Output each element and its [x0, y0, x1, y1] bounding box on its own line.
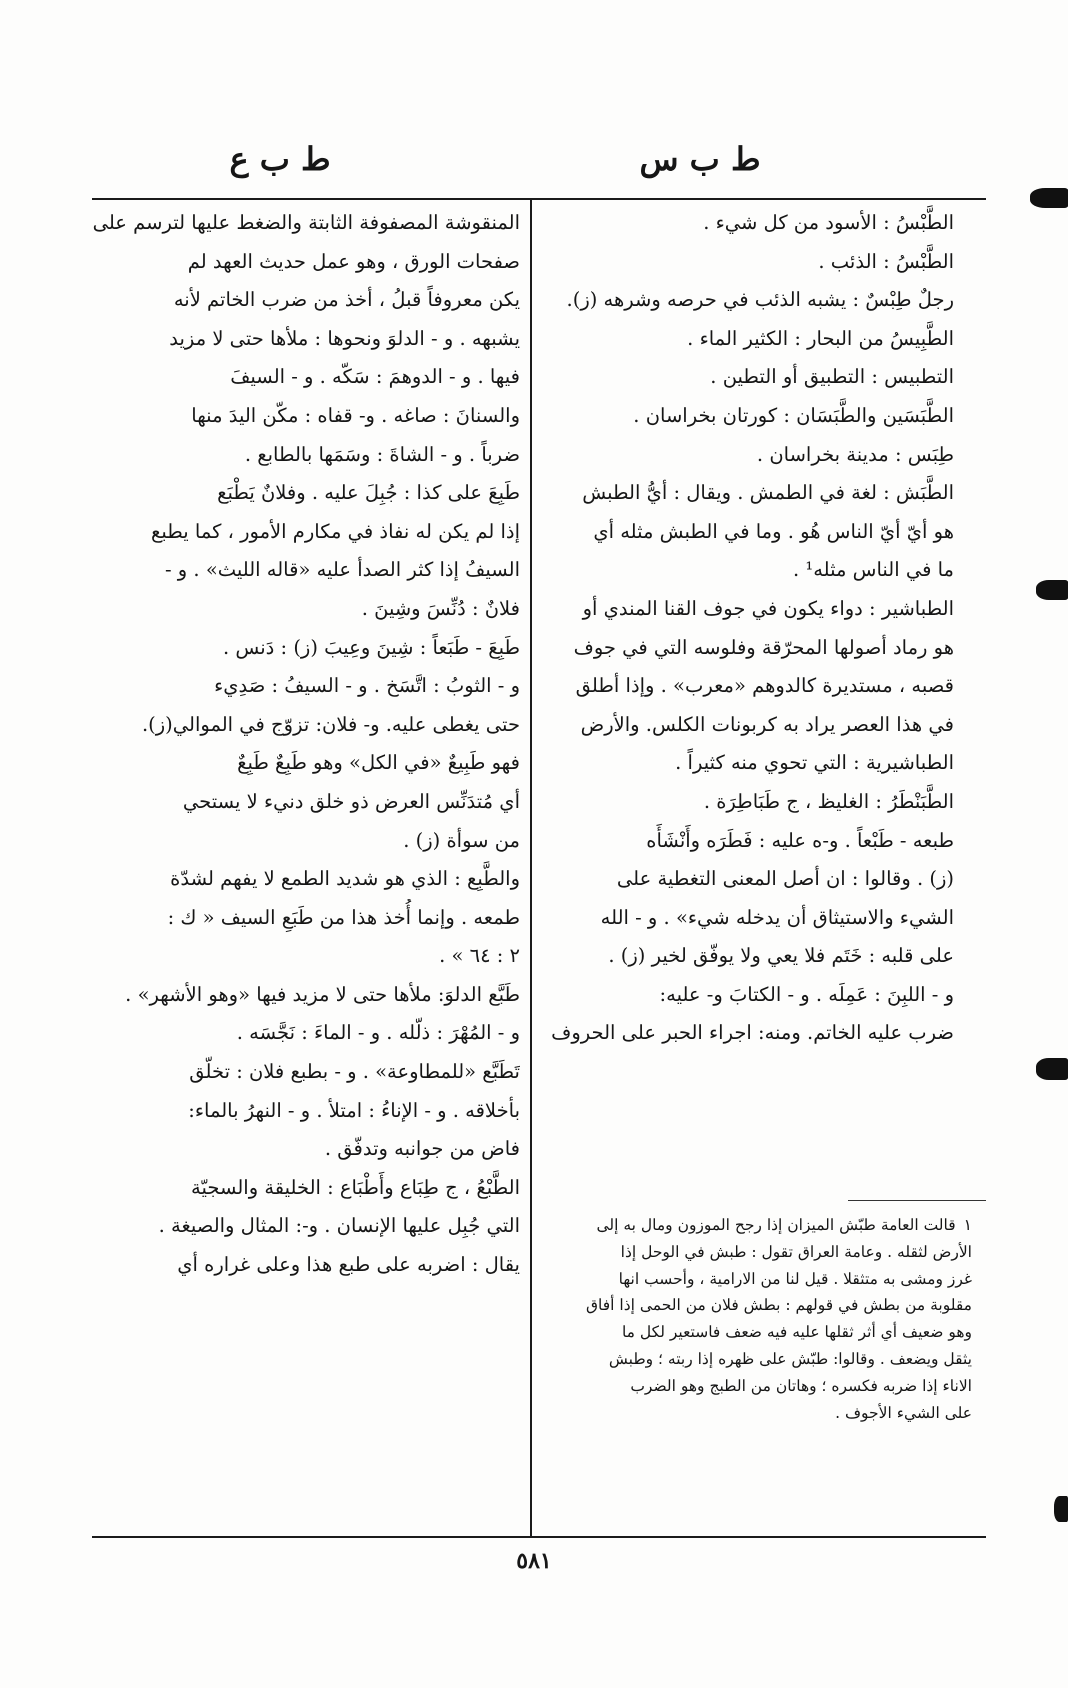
footnote-line — [544, 1319, 972, 1346]
entry-line: يكن معروفاً قبلُ ، أخذ من ضرب الخاتم لأنه — [173, 288, 520, 312]
footnote-text: على الشيء الأجوف . — [835, 1403, 972, 1422]
entry-line: طمعه . وإنما أُخذ هذا من طَبَعِ السيف « ك : — [167, 905, 520, 929]
entry-line: و - الثوبُ : اتَّسَخ . و - السيفُ : صَدِيء — [214, 674, 520, 698]
scan-edge-mark — [1036, 580, 1068, 600]
footnote-text: غرز ومشى به متثقلا . قيل لنا من الارامية ، وأحسب انها — [618, 1269, 972, 1288]
entry-line: التي جُبِل عليها الإنسان . و-: المثال والصيغة . — [158, 1214, 520, 1238]
entry-line: هو أيّ أيّ الناس هُو . وما في الطبش مثله أي — [593, 519, 954, 543]
left-column — [56, 204, 520, 1285]
footnote-text: الأرض لثقله . وعامة العراق تقول : طبش في الوحل إذا — [620, 1242, 972, 1261]
page-number: ٥٨١ — [516, 1548, 552, 1574]
entry-line: في هذا العصر يراد به كربونات الكلس. والأرض — [580, 712, 954, 736]
entry-line: تَطَبَّع «للمطاوعة» . و - بطبع فلان : تخلّق — [189, 1060, 520, 1084]
entry-line: الطَّبِيسُ من البحار : الكثير الماء . — [687, 326, 954, 350]
left-column-heading: ط ب ع — [229, 140, 331, 178]
entry-line: طِبَس : مدينة بخراسان . — [756, 442, 954, 466]
footnote-line — [544, 1346, 972, 1373]
entry-line: فاض من جوانبه وتدفّق . — [324, 1137, 520, 1161]
footnote-marker: ١ — [963, 1216, 972, 1234]
column-divider — [530, 198, 532, 1536]
entry-line: طَبِعَ - طَبَعاً : شِينَ وعِيبَ (ز) : دَنس . — [222, 635, 520, 659]
entry-line: الطَّبَش : لغة في الطمش . ويقال : أيُّ الطبش — [582, 481, 954, 505]
entry-line: ضرباً . و - الشاةَ : وسَمَها بالطابع . — [244, 442, 520, 466]
entry-line: إذا لم يكن له نفاذ في مكارم الأمور ، كما يطبع — [151, 519, 520, 543]
footnote-line — [544, 1239, 972, 1266]
entry-line: الطباشيرية : التي تحوي منه كثيراً . — [675, 751, 954, 775]
footnote-text: يثقل ويضعف . وقالوا: طبّش على ظهره إذا ربته ؛ وطبش — [608, 1349, 972, 1368]
footnote-line — [544, 1212, 972, 1239]
entry-line: الطباشير : دواء يكون في جوف القنا المندي أو — [582, 596, 954, 620]
entry-line: فهو طَبِيعٌ «في الكل» وهو طَبِعٌ طَبِعٌ — [237, 751, 520, 775]
entry-line: ٢ : ٦٤ » . — [439, 944, 520, 968]
entry-line: ما في الناس مثله¹ . — [792, 558, 954, 582]
entry-line: والسنانَ : صاغه . و- قفاه : مكّن اليدَ منها — [191, 403, 520, 427]
footnote-line — [544, 1292, 972, 1319]
entry-line: و - اللبِنَ : عَمِلَه . و - الكتابَ و- عليه: — [659, 982, 954, 1006]
footnote-text: الاناء إذا ضربه فكسره ؛ وهاتان من الطبج وهو الضرب — [630, 1376, 972, 1395]
right-column — [544, 204, 954, 1053]
entry-line: قصبه ، مستديرة كالدوهم «معرب» . وإذا أطلق — [575, 674, 954, 698]
right-column-heading: ط ب س — [639, 140, 761, 178]
scan-edge-mark — [1036, 1058, 1068, 1080]
entry-line: صفحات الورق ، وهو عمل حديث العهد لم — [187, 249, 520, 273]
footnote-line — [544, 1266, 972, 1293]
entry-line: طَبَّع الدلوَ: ملأها حتى لا مزيد فيها «وهو الأشهر» . — [125, 982, 520, 1006]
footnote-text: قالت العامة طبّش الميزان إذا رجح الموزون ومال به إلى — [596, 1216, 956, 1234]
entry-line: طَبِعَ على كذا : جُبِلَ عليه . وفلانٌ يَطْبَع — [217, 481, 520, 505]
entry-line: الطَّبَنْطَرُ : الغليظ ، ج طَبَاطِرَة . — [703, 789, 954, 813]
entry-line: (ز) . وقالوا : ان أصل المعنى التغطية على — [616, 867, 954, 891]
footnote-text: مقلوبة من بطش في قولهم : بطش فلان من الحمى إذا أفاق — [586, 1296, 972, 1315]
entry-line: و - المُهْرَ : ذلّله . و - الماءَ : نَجَّسَه . — [236, 1021, 520, 1045]
scan-edge-mark — [1030, 188, 1068, 208]
footnote-line — [544, 1400, 972, 1427]
entry-line: التطبيس : التطبيق أو التطين . — [710, 365, 954, 389]
entry-line: على قلبه : خَتَم فلا يعي ولا يوفّق لخير (ز) . — [608, 944, 954, 968]
entry-line: طبعه - طَبْعاً . و-ه عليه : فَطَرَه وأَنْشَأَه — [646, 828, 954, 852]
footnote-text: وهو ضعيف أي أثر ثقلها عليه فيه ضعف فاستعير لكل ما — [621, 1323, 972, 1342]
entry-line: يشبهه . و - الدلوَ ونحوها : ملأها حتى لا مزيد — [169, 326, 520, 350]
entry-line: أي مُتدَنِّس العرض ذو خلق دنيء لا يستحي — [182, 789, 520, 813]
footer-rule — [92, 1536, 986, 1538]
entry-line: حتى يغطى عليه. و- فلان: تزوّج في الموالي(ز). — [141, 712, 520, 736]
entry-line: هو رماد أصولها المحرّقة وفلوسه التي في جوف — [573, 635, 954, 659]
header-rule — [92, 198, 986, 200]
entry-line: فيها . و - الدوهمَ : سَكّه . و - السيفَ — [230, 365, 520, 389]
entry-line: الشيء والاستيثاق أن يدخله شيء» . و - الله — [600, 905, 954, 929]
entry-line: والطَّبِع : الذي هو شديد الطمع لا يفهم لشدّة — [170, 867, 520, 891]
entry-line: الطَّبْعُ ، ج طِبَاع وأَطْبَاع : الخليقة والسجيّة — [191, 1175, 520, 1199]
footnote-line — [544, 1373, 972, 1400]
footnote-rule — [848, 1200, 986, 1201]
entry-line: الطَّبَسَين والطَّبَسَان : كورتان بخراسان . — [633, 403, 954, 427]
entry-line: من سوأة (ز) . — [403, 828, 520, 852]
entry-line: رجلٌ طِبْسٌ : يشبه الذئب في حرصه وشرهه (ز). — [566, 288, 954, 312]
scan-edge-mark — [1054, 1496, 1068, 1522]
entry-line: السيفُ إذا كثر الصدأ عليه «قاله الليث» . و - — [165, 558, 520, 582]
entry-line: ضرب عليه الخاتم. ومنه: اجراء الحبر على الحروف — [551, 1021, 954, 1045]
footnote — [544, 1212, 972, 1426]
entry-line: يقال : اضربه على طبع هذا وعلى غراره أي — [177, 1253, 520, 1277]
entry-line: بأخلاقه . و - الإناءُ : امتلأ . و - النهرُ بالماء: — [188, 1098, 520, 1122]
entry-line: الطَّبْسُ : الذئب . — [818, 249, 954, 273]
entry-line: الطَّبْسُ : الأسود من كل شيء . — [703, 211, 954, 234]
entry-line: فلانٌ : دُنِّسَ وشِينَ . — [361, 596, 520, 620]
entry-line: المنقوشة المصفوفة الثابتة والضغط عليها لترسم على — [92, 211, 520, 234]
